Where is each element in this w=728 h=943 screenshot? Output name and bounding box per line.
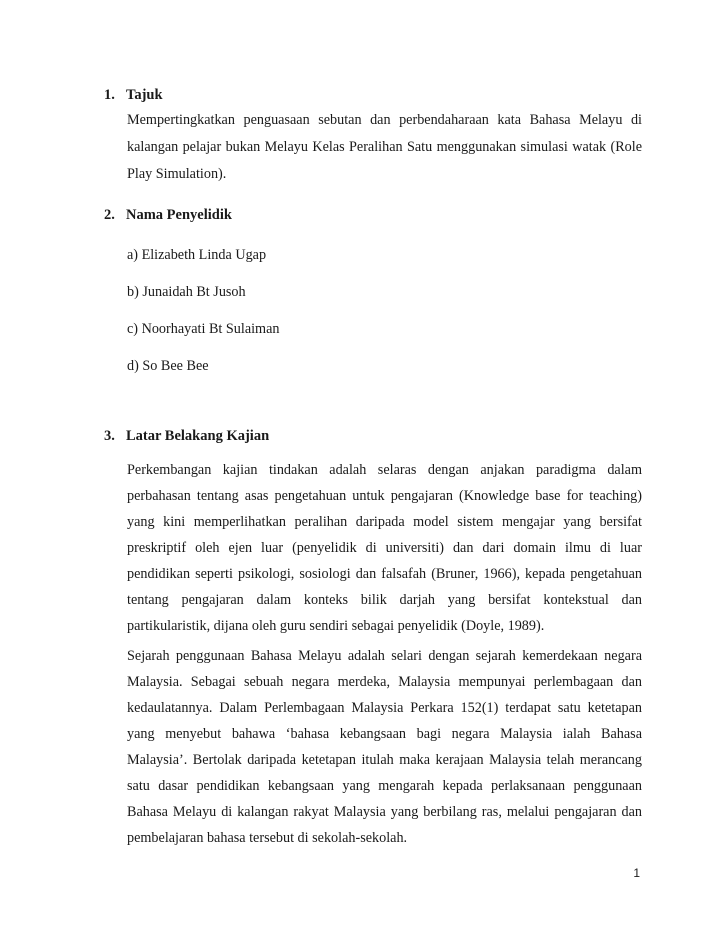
section-1-line-1: Mempertingkatkan penguasaan sebutan dan perbendaharaan kata Bahasa Melayu di (127, 112, 642, 128)
section-1-title: Tajuk (126, 87, 163, 103)
paragraph-1-line-6: tentang pengajaran dalam konteks bilik darjah yang bersifat kontekstual dan (127, 592, 642, 608)
paragraph-2-line-4: yang menyebut bahawa ‘bahasa kebangsaan bagi negara Malaysia ialah Bahasa (127, 726, 642, 742)
section-2-title: Nama Penyelidik (126, 207, 232, 223)
section-2-number: 2. (104, 207, 115, 223)
section-2-heading (104, 206, 232, 224)
section-1-line-3: Play Simulation). (127, 166, 227, 182)
paragraph-2-line-6: satu dasar pendidikan kebangsaan yang mengarah kepada perlaksanaan penggunaan (127, 778, 642, 794)
paragraph-2-line-3: kedaulatannya. Dalam Perlembagaan Malaysia Perkara 152(1) terdapat satu ketetapan (127, 700, 642, 716)
section-3-paragraph-2 (127, 643, 642, 851)
paragraph-1-line-1: Perkembangan kajian tindakan adalah selaras dengan anjakan paradigma dalam (127, 462, 642, 478)
section-3-number: 3. (104, 428, 115, 444)
section-3-title: Latar Belakang Kajian (126, 428, 270, 444)
section-3-paragraph-1 (127, 457, 642, 639)
researcher-c: c) Noorhayati Bt Sulaiman (127, 321, 280, 337)
section-1-line-2: kalangan pelajar bukan Melayu Kelas Peralihan Satu menggunakan simulasi watak (Role (127, 139, 642, 155)
paragraph-2-line-2: Malaysia. Sebagai sebuah negara merdeka, Malaysia mempunyai perlembagaan dan (127, 674, 642, 690)
paragraph-1-line-2: perbahasan tentang asas pengetahuan untuk pengajaran (Knowledge base for teaching) (127, 488, 642, 504)
researcher-a: a) Elizabeth Linda Ugap (127, 247, 267, 263)
paragraph-1-line-4: preskriptif oleh ejen luar (penyelidik di universiti) dan dari domain ilmu di luar (127, 540, 642, 556)
section-3-heading (104, 427, 269, 445)
section-1-heading (104, 86, 163, 104)
paragraph-2-line-7: Bahasa Melayu di kalangan rakyat Malaysia yang berbilang ras, melalui pengajaran dan (127, 804, 642, 820)
section-1-body (127, 107, 642, 188)
researcher-b: b) Junaidah Bt Jusoh (127, 284, 246, 300)
paragraph-1-line-7: partikularistik, dijana oleh guru sendiri sebagai penyelidik (Doyle, 1989). (127, 618, 545, 634)
paragraph-2-line-5: Malaysia’. Bertolak daripada ketetapan itulah maka kerajaan Malaysia telah merancang (127, 752, 642, 768)
page-number: 1 (633, 866, 640, 880)
paragraph-1-line-5: pendidikan seperti psikologi, sosiologi dan falsafah (Bruner, 1966), kepada pengetahuan (127, 566, 642, 582)
paragraph-1-line-3: yang kini memperlihatkan peralihan daripada model sistem mengajar yang bersifat (127, 514, 642, 530)
paragraph-2-line-8: pembelajaran bahasa tersebut di sekolah-sekolah. (127, 830, 408, 846)
paragraph-2-line-1: Sejarah penggunaan Bahasa Melayu adalah selari dengan sejarah kemerdekaan negara (127, 648, 642, 664)
researcher-d: d) So Bee Bee (127, 358, 209, 374)
section-1-number: 1. (104, 87, 115, 103)
